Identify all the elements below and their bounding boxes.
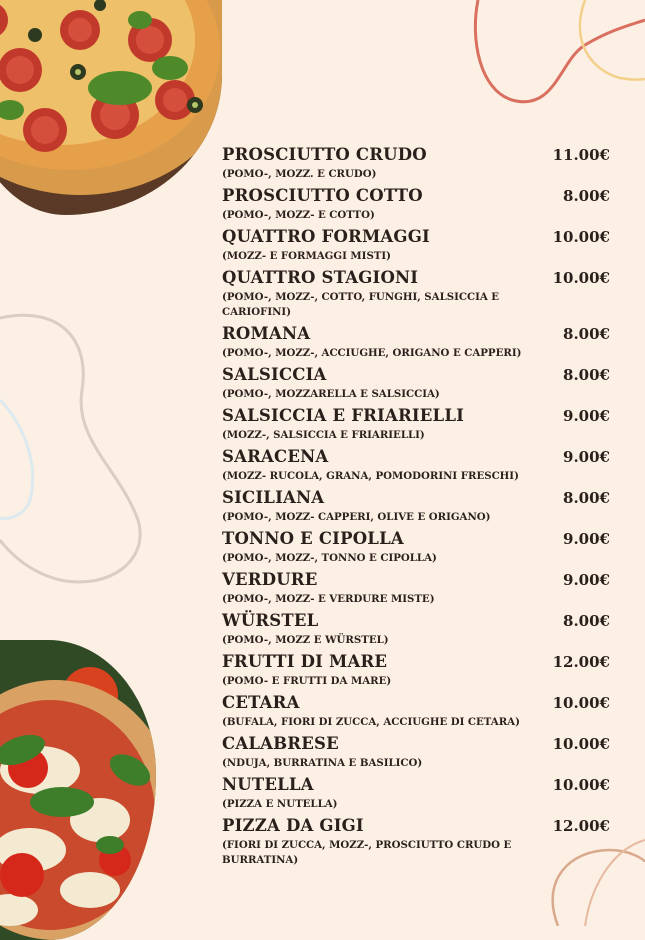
menu-item-header <box>222 487 614 509</box>
menu-item <box>222 487 614 525</box>
menu-item-description: (POMO-, MOZZ-, TONNO E CIPOLLA) <box>222 552 437 564</box>
menu-item <box>222 446 614 484</box>
menu-item-name: WÜRSTEL <box>222 611 319 630</box>
menu-item-name: SARACENA <box>222 447 329 466</box>
menu-item-description: (FIORI DI ZUCCA, MOZZ-, PROSCIUTTO CRUDO E BURRATINA) <box>222 839 512 866</box>
menu-item-header <box>222 226 614 248</box>
yellow-swirl-line <box>580 0 645 80</box>
gray-blob-outline <box>0 315 140 582</box>
menu-item-name: ROMANA <box>222 324 311 343</box>
menu-item <box>222 364 614 402</box>
menu-item-name: PROSCIUTTO CRUDO <box>222 145 427 164</box>
menu-item <box>222 651 614 689</box>
menu-item <box>222 226 614 264</box>
menu-item-price: 8.00€ <box>563 489 610 507</box>
menu-item-price: 9.00€ <box>563 448 610 466</box>
menu-item-description: (MOZZ-, SALSICCIA E FRIARIELLI) <box>222 429 425 441</box>
menu-item-price: 10.00€ <box>552 269 610 287</box>
menu-item-name: TONNO E CIPOLLA <box>222 529 404 548</box>
menu-item <box>222 405 614 443</box>
menu-item-header <box>222 733 614 755</box>
menu-item-header <box>222 651 614 673</box>
menu-item-description: (POMO-, MOZZ-, ACCIUGHE, ORIGANO E CAPPERI) <box>222 347 522 359</box>
menu-item-price: 10.00€ <box>552 735 610 753</box>
menu-item-header <box>222 528 614 550</box>
menu-item-name: NUTELLA <box>222 775 314 794</box>
menu-item-description: (POMO-, MOZZARELLA E SALSICCIA) <box>222 388 440 400</box>
menu-item-description: (BUFALA, FIORI DI ZUCCA, ACCIUGHE DI CETARA) <box>222 716 520 728</box>
menu-item <box>222 267 614 320</box>
menu-item-header <box>222 185 614 207</box>
menu-item-price: 8.00€ <box>563 187 610 205</box>
menu-item-name: PROSCIUTTO COTTO <box>222 186 423 205</box>
red-swirl-line <box>475 0 645 102</box>
menu-item-name: SICILIANA <box>222 488 325 507</box>
menu-item-description: (PIZZA E NUTELLA) <box>222 798 338 810</box>
menu-item-name: PIZZA DA GIGI <box>222 816 364 835</box>
menu-item-price: 10.00€ <box>552 776 610 794</box>
menu-item-price: 9.00€ <box>563 407 610 425</box>
blue-blob-outline <box>0 400 33 518</box>
menu-item-price: 8.00€ <box>563 366 610 384</box>
menu-item-price: 10.00€ <box>552 228 610 246</box>
menu-item <box>222 774 614 812</box>
menu-item-name: SALSICCIA E FRIARIELLI <box>222 406 465 425</box>
menu-item-description: (POMO- E FRUTTI DA MARE) <box>222 675 392 687</box>
menu-item-description: (POMO-, MOZZ E WÜRSTEL) <box>222 634 389 646</box>
menu-item-description: (POMO-, MOZZ-, COTTO, FUNGHI, SALSICCIA E CARIOFINI) <box>222 291 500 318</box>
menu-item-price: 9.00€ <box>563 571 610 589</box>
menu-item-header <box>222 144 614 166</box>
menu-item <box>222 733 614 771</box>
menu-item-price: 8.00€ <box>563 612 610 630</box>
menu-item-price: 9.00€ <box>563 530 610 548</box>
menu-item-price: 10.00€ <box>552 694 610 712</box>
menu-item-price: 12.00€ <box>552 817 610 835</box>
menu-item-header <box>222 364 614 386</box>
menu-item-name: QUATTRO STAGIONI <box>222 268 419 287</box>
menu-item-price: 8.00€ <box>563 325 610 343</box>
menu-item-description: (POMO-, MOZZ- E VERDURE MISTE) <box>222 593 435 605</box>
menu-item-description: (POMO-, MOZZ. E CRUDO) <box>222 168 377 180</box>
menu-item-price: 11.00€ <box>552 146 610 164</box>
menu-item-header <box>222 267 614 289</box>
menu-item-description: (POMO-, MOZZ- CAPPERI, OLIVE E ORIGANO) <box>222 511 491 523</box>
menu-item <box>222 692 614 730</box>
menu-item-name: SALSICCIA <box>222 365 327 384</box>
menu-item-description: (MOZZ- E FORMAGGI MISTI) <box>222 250 391 262</box>
menu-item <box>222 528 614 566</box>
menu-item <box>222 185 614 223</box>
menu-item-name: QUATTRO FORMAGGI <box>222 227 430 246</box>
menu-item-name: CETARA <box>222 693 300 712</box>
menu-item-header <box>222 610 614 632</box>
menu-item-header <box>222 569 614 591</box>
pizza-photo-bottom <box>0 640 156 940</box>
menu-item-header <box>222 405 614 427</box>
menu-item-header <box>222 774 614 796</box>
menu-item-header <box>222 815 614 837</box>
menu-item <box>222 144 614 182</box>
menu-item-header <box>222 692 614 714</box>
menu-item-name: CALABRESE <box>222 734 339 753</box>
menu-item-header <box>222 323 614 345</box>
menu-item-description: (MOZZ- RUCOLA, GRANA, POMODORINI FRESCHI) <box>222 470 519 482</box>
pizza-menu-list <box>222 144 614 871</box>
menu-item-name: FRUTTI DI MARE <box>222 652 388 671</box>
menu-item <box>222 610 614 648</box>
menu-item <box>222 569 614 607</box>
menu-item <box>222 323 614 361</box>
pizza-photo-top <box>0 0 222 215</box>
menu-item-header <box>222 446 614 468</box>
menu-item-description: (POMO-, MOZZ- E COTTO) <box>222 209 375 221</box>
menu-item-description: (NDUJA, BURRATINA E BASILICO) <box>222 757 423 769</box>
menu-item <box>222 815 614 868</box>
menu-item-name: VERDURE <box>222 570 318 589</box>
menu-item-price: 12.00€ <box>552 653 610 671</box>
